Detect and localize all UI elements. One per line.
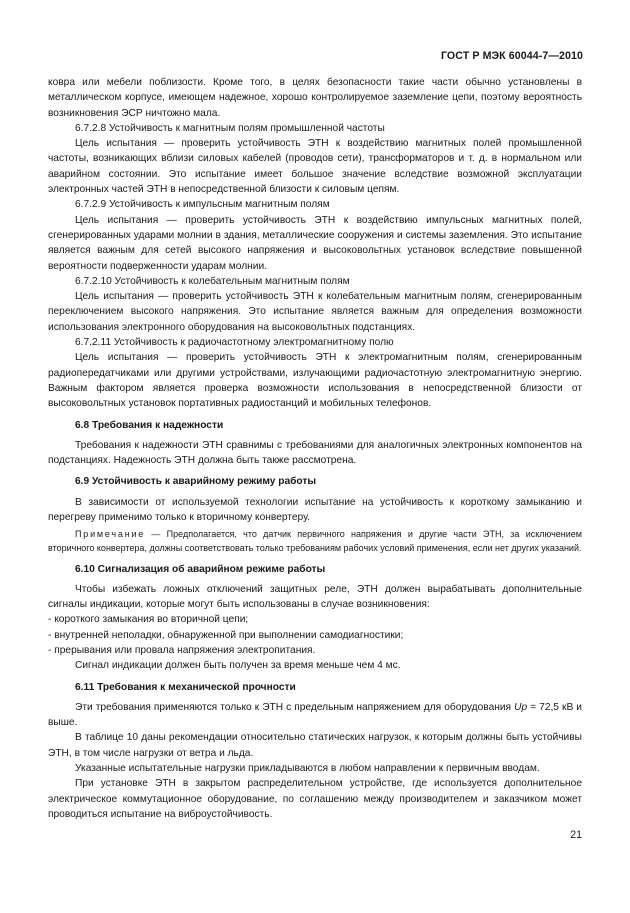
symbol-up: Up — [514, 701, 528, 713]
paragraph: Цель испытания — проверить устойчивость ЭТН к электромагнитным полям, сгенерированным радиопередатчиками или другими устройствами, излучающими радиочастотную электромагнитную энергию. Важным фактором является проверка возможности использования в непосредственной близости от высоковольтных установок портативных радиостанций и мобильных телефонов. — [48, 352, 582, 410]
section-heading: 6.10 Сигнализация об аварийном режиме работы — [75, 563, 326, 575]
paragraph: Цель испытания — проверить устойчивость ЭТН к воздействию импульсных магнитных полей, сгенерированных ударами молнии в здания, металлические сооружения и системы заземления. Это испытание является важным для сетей высокого напряжения и высоковольтных установок вследствие повышенной вероятности подверженности ударам молнии. — [48, 214, 582, 272]
section-heading: 6.11 Требования к механической прочности — [75, 681, 296, 693]
note-label: Примечание — [75, 529, 146, 540]
list-item: - прерывания или провала напряжения электропитания. — [48, 644, 316, 656]
document-body — [48, 75, 582, 822]
paragraph: Указанные испытательные нагрузки прикладываются в любом направлении к первичным вводам. — [75, 763, 540, 775]
text-run: Эти требования применяются только к ЭТН с предельным напряжением для оборудования — [75, 701, 512, 713]
subsection-heading: 6.7.2.8 Устойчивость к магнитным полям промышленной частоты — [75, 122, 385, 134]
list-item: - короткого замыкания во вторичной цепи; — [48, 614, 249, 626]
list-item: - внутренней неполадки, обнаруженной при выполнении самодиагностики; — [48, 629, 404, 641]
note-text: — Предполагается, что датчик первичного напряжения и другие части ЭТН, за исключением вторичного конвертера, должны соответствовать только требованиям рабочих условий применения, если нет других указаний. — [48, 529, 582, 553]
subsection-heading: 6.7.2.10 Устойчивость к колебательным магнитным полям — [75, 275, 350, 287]
section-heading: 6.8 Требования к надежности — [75, 419, 224, 431]
page-number: 21 — [570, 829, 582, 841]
paragraph — [48, 700, 582, 731]
paragraph: Требования к надежности ЭТН сравнимы с требованиями для аналогичных электронных компонентов на подстанциях. Надежность ЭТН должна быть также рассмотрена. — [48, 439, 582, 467]
paragraph: ковра или мебели поблизости. Кроме того, в целях безопасности такие части обычно установлены в металлическом корпусе, имеющем надежное, хорошо контролируемое заземление цепи, поэтому вероятность возникновения ЭСР ничтожно мала. — [48, 77, 582, 119]
subsection-heading: 6.7.2.11 Устойчивость к радиочастотному электромагнитному полю — [75, 337, 394, 349]
section-heading: 6.9 Устойчивость к аварийному режиму работы — [75, 476, 317, 488]
paragraph: Цель испытания — проверить устойчивость ЭТН к воздействию магнитных полей промышленной частоты, возникающих вблизи силовых кабелей (проводов сети), трансформаторов и т. д. в нормальном или аварийном состоянии. Это испытание имеет большое значение вследствие возможной эксплуатации электронных частей ЭТН в непосредственной близости к силовым цепям. — [48, 138, 582, 196]
paragraph: В зависимости от используемой технологии испытание на устойчивость к короткому замыканию и перегреву применимо только к вторичному конвертеру. — [48, 496, 582, 524]
text-run: = 72,5 кВ и выше. — [48, 701, 582, 729]
paragraph: Сигнал индикации должен быть получен за время меньше чем 4 мс. — [75, 660, 401, 672]
paragraph: В таблице 10 даны рекомендации относительно статических нагрузок, к которым должны быть устойчивы ЭТН, в том числе нагрузки от ветра и льда. — [48, 732, 582, 759]
subsection-heading: 6.7.2.9 Устойчивость к импульсным магнитным полям — [75, 199, 330, 211]
note — [48, 528, 582, 555]
paragraph: Чтобы избежать ложных отключений защитных реле, ЭТН должен вырабатывать дополнительные сигналы индикации, которые могут быть использованы в случае возникновения: — [48, 583, 582, 611]
document-header: ГОСТ Р МЭК 60044-7—2010 — [440, 50, 583, 62]
paragraph: При установке ЭТН в закрытом распределительном устройстве, где используется дополнительное электрическое коммутационное оборудование, по соглашению между производителем и заказчиком может проводиться испытание на виброустойчивость. — [48, 778, 582, 820]
paragraph: Цель испытания — проверить устойчивость ЭТН к колебательным магнитным полям, сгенерированным переключением высокого напряжения. Это испытание является важным для определения возможности использования электронного оборудования на высоковольтных подстанциях. — [48, 291, 582, 333]
